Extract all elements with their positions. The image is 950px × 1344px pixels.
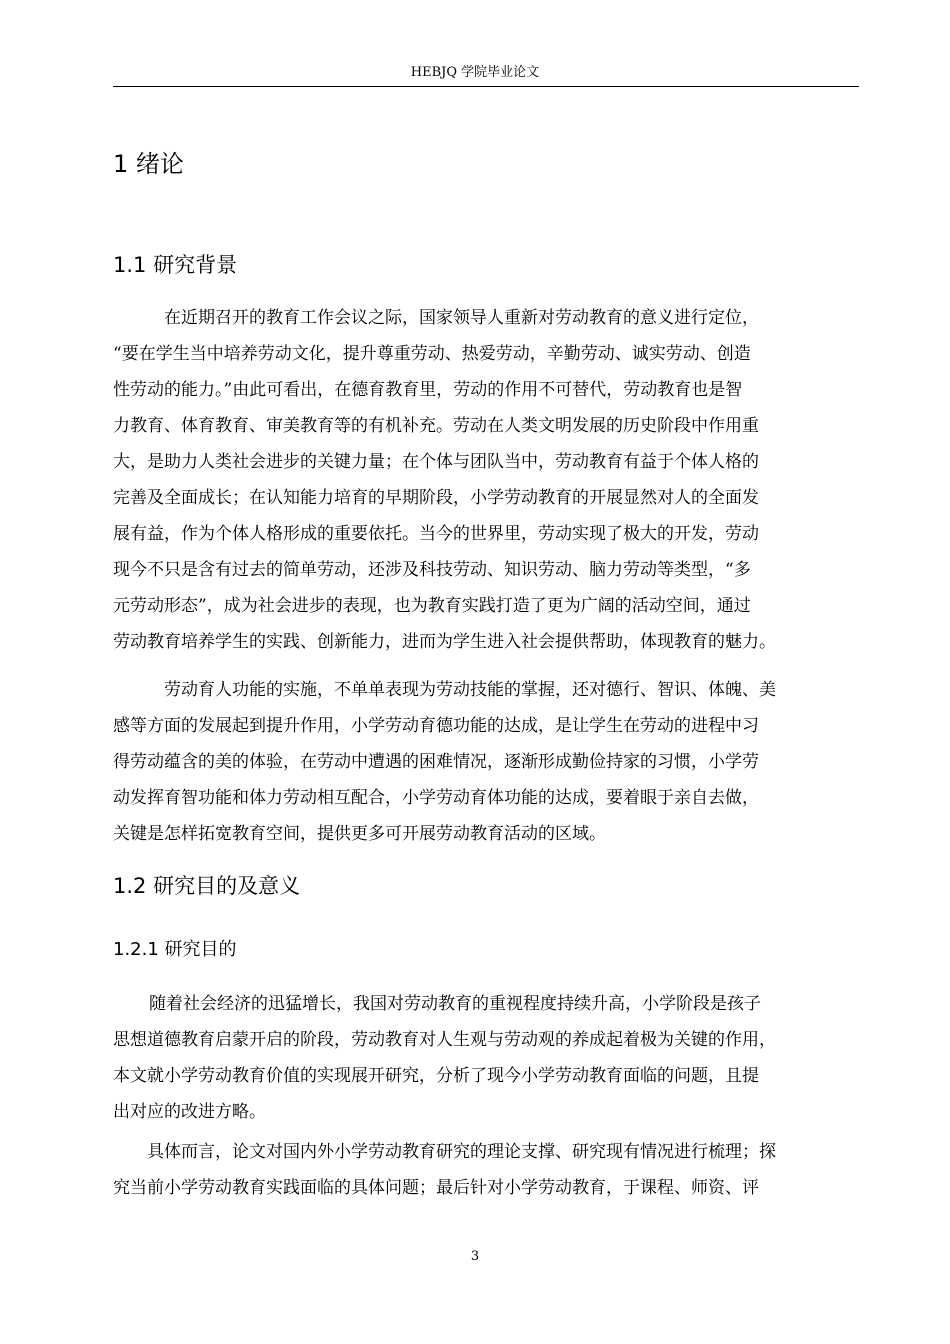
page-number: 3 — [470, 1249, 480, 1264]
header-rule — [113, 86, 859, 87]
paragraph-line: 究当前小学劳动教育实践面临的具体问题；最后针对小学劳动教育，于课程、师资、评 — [113, 1178, 759, 1198]
paragraph-line: 出对应的改进方略。 — [113, 1102, 266, 1122]
section-1-2-1-paragraph-1 — [113, 986, 859, 1130]
paragraph-line: “要在学生当中培养劳动文化，提升尊重劳动、热爱劳动，辛勤劳动、诚实劳动、创造 — [113, 344, 751, 364]
paragraph-line: 元劳动形态”，成为社会进步的表现，也为教育实践打造了更为广阔的活动空间，通过 — [113, 596, 751, 616]
paragraph-line: 具体而言，论文对国内外小学劳动教育研究的理论支撑、研究现有情况进行梳理；探 — [147, 1142, 776, 1162]
chapter-title: 1 绪论 — [113, 150, 184, 178]
section-1-2-1-title: 1.2.1 研究目的 — [113, 939, 237, 960]
paragraph-line: 得劳动蕴含的美的体验，在劳动中遭遇的困难情况，逐渐形成勤俭持家的习惯，小学劳 — [113, 752, 759, 772]
section-1-2-1-paragraph-2 — [113, 1134, 859, 1206]
paragraph-line: 展有益，作为个体人格形成的重要依托。当今的世界里，劳动实现了极大的开发，劳动 — [113, 524, 759, 544]
section-1-1-paragraph-1 — [113, 300, 859, 660]
paragraph-line: 性劳动的能力。”由此可看出，在德育教育里，劳动的作用不可替代，劳动教育也是智 — [113, 380, 743, 400]
paragraph-line: 思想道德教育启蒙开启的阶段，劳动教育对人生观与劳动观的养成起着极为关键的作用， — [113, 1030, 776, 1050]
running-header: HEBJQ 学院毕业论文 — [410, 65, 540, 80]
paragraph-line: 劳动育人功能的实施，不单单表现为劳动技能的掌握，还对德行、智识、体魄、美 — [164, 680, 776, 700]
paragraph-line: 随着社会经济的迅猛增长，我国对劳动教育的重视程度持续升高，小学阶段是孩子 — [149, 994, 761, 1014]
paragraph-line: 感等方面的发展起到提升作用，小学劳动育德功能的达成，是让学生在劳动的进程中习 — [113, 716, 759, 736]
paragraph-line: 在近期召开的教育工作会议之际，国家领导人重新对劳动教育的意义进行定位， — [164, 308, 759, 328]
paragraph-line: 本文就小学劳动教育价值的实现展开研究，分析了现今小学劳动教育面临的问题，且提 — [113, 1066, 759, 1086]
paragraph-line: 劳动教育培养学生的实践、创新能力，进而为学生进入社会提供帮助，体现教育的魅力。 — [113, 632, 776, 652]
section-1-1-paragraph-2 — [113, 672, 859, 852]
paragraph-line: 关键是怎样拓宽教育空间，提供更多可开展劳动教育活动的区域。 — [113, 824, 606, 844]
paragraph-line: 完善及全面成长；在认知能力培育的早期阶段，小学劳动教育的开展显然对人的全面发 — [113, 488, 759, 508]
paragraph-line: 力教育、体育教育、审美教育等的有机补充。劳动在人类文明发展的历史阶段中作用重 — [113, 416, 759, 436]
paragraph-line: 动发挥育智功能和体力劳动相互配合，小学劳动育体功能的达成，要着眼于亲自去做， — [113, 788, 759, 808]
section-1-1-title: 1.1 研究背景 — [113, 253, 238, 277]
section-1-2-title: 1.2 研究目的及意义 — [113, 874, 301, 898]
paragraph-line: 现今不只是含有过去的简单劳动，还涉及科技劳动、知识劳动、脑力劳动等类型，“多 — [113, 560, 751, 580]
paragraph-line: 大，是助力人类社会进步的关键力量；在个体与团队当中，劳动教育有益于个体人格的 — [113, 452, 759, 472]
